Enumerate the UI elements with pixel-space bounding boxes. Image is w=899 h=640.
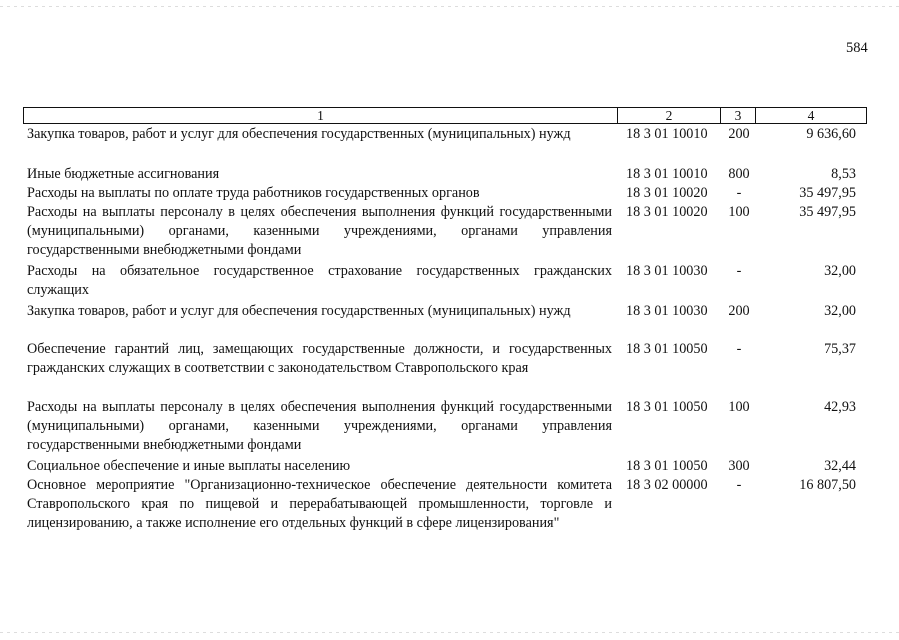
row-expense-type: 100 [728, 399, 750, 415]
row-amount: 9 636,60 [806, 126, 856, 142]
row-name: Закупка товаров, работ и услуг для обеспечения государственных (муниципальных) нужд [27, 126, 571, 142]
row-expense-type: 800 [728, 166, 750, 182]
row-expense-type: - [736, 263, 742, 279]
row-amount: 42,93 [824, 399, 856, 415]
header-col-2: 2 [618, 108, 721, 123]
scan-artifact-top [0, 6, 899, 7]
row-name: Основное мероприятие "Организационно-техническое обеспечение деятельности комитета Ставропольского края по пищевой и перерабатывающей промышленности, торговле и лицензированию, а также исполнение его отдельных функций в сфере лицензирования" [27, 477, 612, 531]
row-amount: 75,37 [824, 341, 856, 357]
scan-artifact-bottom [0, 632, 899, 633]
row-expense-type: 300 [728, 458, 750, 474]
row-code: 18 3 01 10030 [626, 263, 708, 279]
header-col-3: 3 [721, 108, 756, 123]
row-expense-type: 200 [728, 126, 750, 142]
row-code: 18 3 01 10010 [626, 166, 708, 182]
row-name: Расходы на выплаты по оплате труда работников государственных органов [27, 185, 480, 201]
row-name: Расходы на выплаты персоналу в целях обеспечения выполнения функций государственными (муниципальными) органами, казенными учреждениями, органами управления государственными внебюджетными фондами [27, 399, 612, 453]
row-code: 18 3 01 10050 [626, 399, 708, 415]
row-code: 18 3 02 00000 [626, 477, 708, 493]
row-code: 18 3 01 10030 [626, 303, 708, 319]
row-amount: 16 807,50 [799, 477, 856, 493]
row-name: Закупка товаров, работ и услуг для обеспечения государственных (муниципальных) нужд [27, 303, 571, 319]
row-name: Расходы на обязательное государственное страхование государственных гражданских служащих [27, 263, 612, 298]
row-amount: 35 497,95 [799, 185, 856, 201]
row-name: Обеспечение гарантий лиц, замещающих государственные должности, и государственных гражданских служащих в соответствии с законодательством Ставропольского края [27, 341, 612, 376]
row-code: 18 3 01 10050 [626, 458, 708, 474]
row-expense-type: - [736, 477, 742, 493]
table-header [23, 107, 867, 124]
page-number: 584 [846, 40, 868, 56]
row-expense-type: - [736, 185, 742, 201]
row-amount: 32,00 [824, 303, 856, 319]
row-name: Иные бюджетные ассигнования [27, 166, 220, 182]
row-name: Расходы на выплаты персоналу в целях обеспечения выполнения функций государственными (муниципальными) органами, казенными учреждениями, органами управления государственными внебюджетными фондами [27, 204, 612, 258]
row-code: 18 3 01 10010 [626, 126, 708, 142]
row-amount: 32,44 [824, 458, 856, 474]
row-code: 18 3 01 10050 [626, 341, 708, 357]
row-expense-type: 200 [728, 303, 750, 319]
row-amount: 8,53 [831, 166, 856, 182]
header-col-4: 4 [807, 108, 815, 123]
row-code: 18 3 01 10020 [626, 185, 708, 201]
row-expense-type: 100 [728, 204, 750, 220]
header-col-1: 1 [24, 108, 618, 123]
row-amount: 35 497,95 [799, 204, 856, 220]
row-name: Социальное обеспечение и иные выплаты населению [27, 458, 351, 474]
row-code: 18 3 01 10020 [626, 204, 708, 220]
row-expense-type: - [736, 341, 742, 357]
row-amount: 32,00 [824, 263, 856, 279]
